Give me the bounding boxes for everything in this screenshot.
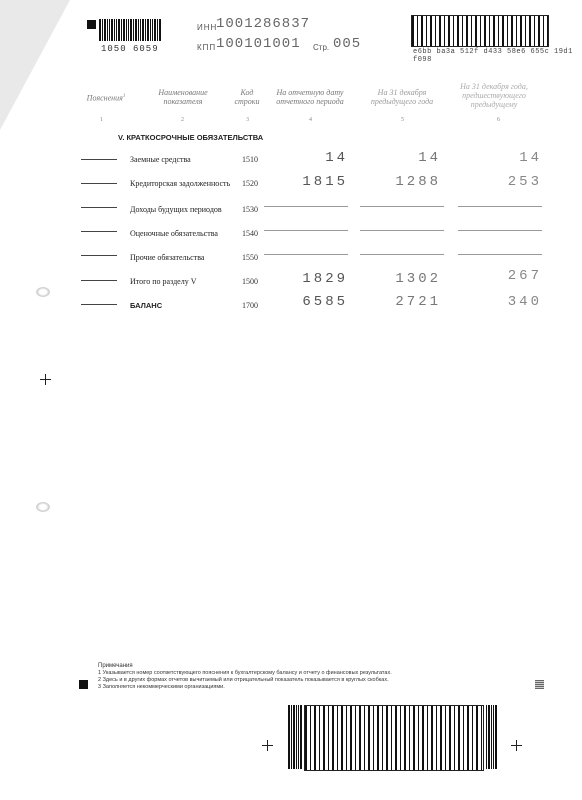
notes-dash <box>81 183 117 184</box>
row-code-1540: 1540 <box>242 229 258 238</box>
section-title: V. КРАТКОСРОЧНЫЕ ОБЯЗАТЕЛЬСТВА <box>118 133 264 142</box>
punch-hole <box>36 287 50 297</box>
header-prev-prev-year: На 31 декабря года, предшествующего предыдущему <box>460 82 528 109</box>
registration-cross <box>40 374 51 385</box>
barcode-1d <box>99 19 162 41</box>
column-number-5: 5 <box>401 117 404 123</box>
footnotes-title: Примечания <box>98 663 133 669</box>
row-code-1550: 1550 <box>242 253 258 262</box>
header-name: Наименование показателя <box>158 88 208 106</box>
footnote-2: 2 Здесь и в других формах отчетов вычитаемый или отрицательный показатель показывается в круглых скобках. <box>98 677 389 683</box>
kpp-label: КПП <box>197 43 217 52</box>
header-notes-mark: 1 <box>122 94 126 99</box>
empty-value-line <box>264 230 348 231</box>
row-code-1510: 1510 <box>242 155 258 164</box>
kpp-value: 100101001 <box>216 36 301 52</box>
datamatrix-code-top <box>411 15 549 47</box>
column-number-3: 3 <box>246 117 249 123</box>
empty-value-line <box>360 206 444 207</box>
row-name-1530: Доходы будущих периодов <box>130 205 222 214</box>
footnotes <box>98 663 392 691</box>
empty-value-line <box>360 230 444 231</box>
page-value: 005 <box>333 36 362 52</box>
notes-dash <box>81 159 117 160</box>
barcode-bottom-left <box>288 705 303 769</box>
corner-marker <box>79 680 88 689</box>
value-prev-prev-year-1510: 14 <box>519 150 542 166</box>
empty-value-line <box>458 206 542 207</box>
registration-cross <box>511 740 522 751</box>
header-prev-year: На 31 декабря предыдущего года <box>370 88 434 106</box>
barcode-bottom-right <box>486 705 498 769</box>
value-prev-prev-year-1700: 340 <box>507 294 542 310</box>
empty-value-line <box>264 206 348 207</box>
notes-dash <box>81 207 117 208</box>
header-notes <box>84 92 128 103</box>
punch-hole <box>36 502 50 512</box>
column-number-2: 2 <box>181 117 184 123</box>
row-code-1500: 1500 <box>242 277 258 286</box>
empty-value-line <box>264 254 348 255</box>
folded-corner <box>0 0 70 130</box>
row-name-1550: Прочие обязательства <box>130 253 205 262</box>
notes-dash <box>81 231 117 232</box>
row-name-1700: БАЛАНС <box>130 301 163 310</box>
column-number-4: 4 <box>309 117 312 123</box>
hex-code: e6bb ba3a 512f d433 58e6 655c 19d1 f098 <box>413 48 573 64</box>
footnote-1: 1 Указывается номер соответствующего пояснения к бухгалтерскому балансу и отчету о финансовых результатах. <box>98 670 392 676</box>
value-prev-year-1520: 1288 <box>395 174 441 190</box>
header-code: Код строки <box>234 88 260 106</box>
value-prev-year-1700: 2721 <box>395 294 441 310</box>
value-prev-prev-year-1520: 253 <box>507 174 542 190</box>
row-name-1520: Кредиторская задолженность <box>130 179 231 188</box>
header-current: На отчетную дату отчетного периода <box>276 88 344 106</box>
value-prev-year-1500: 1302 <box>395 271 441 287</box>
column-number-6: 6 <box>497 117 500 123</box>
value-current-1700: 6585 <box>302 294 348 310</box>
empty-value-line <box>458 230 542 231</box>
value-current-1520: 1815 <box>302 174 348 190</box>
corner-marker <box>535 680 544 689</box>
inn-label: ИНН <box>197 23 218 32</box>
notes-dash <box>81 255 117 256</box>
value-current-1500: 1829 <box>302 271 348 287</box>
column-number-1: 1 <box>100 117 103 123</box>
datamatrix-code-bottom <box>304 705 484 771</box>
value-prev-prev-year-1500: 267 <box>507 268 542 284</box>
row-name-1510: Заемные средства <box>130 155 191 164</box>
value-current-1510: 14 <box>325 150 348 166</box>
row-name-1540: Оценочные обязательства <box>130 229 218 238</box>
row-name-1500: Итого по разделу V <box>130 277 197 286</box>
empty-value-line <box>458 254 542 255</box>
footnote-3: 3 Заполняется некоммерческими организациями. <box>98 684 225 690</box>
row-code-1700: 1700 <box>242 301 258 310</box>
page-label: Стр. <box>313 43 330 52</box>
value-prev-year-1510: 14 <box>418 150 441 166</box>
registration-cross <box>262 740 273 751</box>
notes-dash <box>81 280 117 281</box>
header-notes-text: Пояснения <box>86 93 123 103</box>
corner-marker <box>87 20 96 29</box>
barcode-digits: 1050 6059 <box>101 44 159 54</box>
inn-value: 1001286837 <box>216 16 311 32</box>
notes-dash <box>81 304 117 305</box>
row-code-1530: 1530 <box>242 205 258 214</box>
empty-value-line <box>360 254 444 255</box>
row-code-1520: 1520 <box>242 179 258 188</box>
